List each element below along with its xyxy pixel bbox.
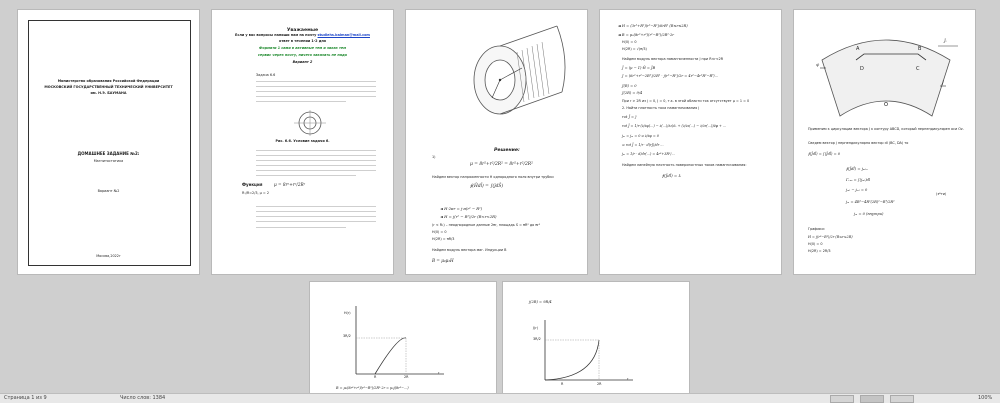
page-4	[600, 10, 781, 274]
p4-h2r: H(2R) = √(π/3)	[622, 47, 647, 51]
p5-formula-7: H = j(r²−R²)/2r (R≤r≤2R)	[808, 235, 853, 239]
find-b: Найдем модуль вектора маг. Индукции B	[432, 248, 507, 252]
label-c: C	[916, 66, 920, 72]
function-formula: μ = 8r²+r²/2R²	[274, 182, 306, 187]
h-ylabel: H(r)	[344, 311, 351, 315]
outside-text: При r > 2R из j = 0, J = 0, т.к. в этой области ток отсутствует μ = 1 = 0	[622, 99, 750, 103]
h-xlabel: r	[438, 371, 440, 375]
p5-formula-3: Γᵥₒₓ = ∫(jₘₗ)dl	[846, 178, 871, 182]
h-formula-bottom: B = μ₀(8r²+r²)(r²−R²)/2R²·2r = μ₀j(8r²−...)	[336, 386, 409, 390]
homework-title: ДОМАШНЕЕ ЗАДАНИЕ №2:	[77, 151, 140, 156]
page-7	[503, 282, 689, 393]
contour-figure	[812, 24, 960, 122]
p5-formula-2: ∮(J̄dl̄) = jₘₗₐ	[846, 166, 868, 171]
circulation-formula: ∮(H̄dl̄) = ∫(j̄dS̄)	[470, 184, 504, 189]
p5-text1: Применим к циркуляции вектора J к контуру ABCD, который перпендикулярен оси Oz.	[808, 127, 964, 131]
variant-heading: Вариант 2	[292, 60, 313, 64]
p4-formula-9: jₘ = jₘ = 0 и ∂/∂φ = 0	[622, 134, 659, 138]
page-2	[212, 10, 393, 274]
p4-formula-1: ◄ H = (3r²+R²)(r²−R²)/6rR² (R≤r≤2R)	[618, 24, 688, 28]
label-rd: (r < R₁) – неоднородные данные 2πr, площадь S = πR² до πr²	[432, 223, 541, 227]
task-number: Задача 6.6	[256, 73, 276, 77]
find-den: 2. Найти плотность тока намагничивания j	[622, 106, 700, 110]
warning-line1: Если у вас вопросы напиши нам на почту studiehs.baiman@mail.com	[235, 33, 370, 37]
p4-formula-8: rot J̄ = 1/r·(∂/∂φ(...) − ∂(...)/∂z)ēᵣ + (∂/∂z(...) − ∂/∂r(...))ēφ + ...	[622, 124, 727, 128]
named-text: им. Н.Э. БАУМАНА	[90, 91, 127, 95]
p5-formula-5: jₘ = 4R²−4R²(2R)²−R⁴/2R²	[846, 200, 895, 204]
mu-formula: μ = 8r²+r²/2R² = 8r²+r²/2R²	[470, 162, 533, 167]
find-abs: Найдем модуль вектора намагниченности J при R<r<2R	[622, 57, 724, 61]
page-3	[406, 10, 587, 274]
h-formula-1: ◄ H·2πr = j·π(r² − R²)	[440, 206, 483, 211]
r-value: R₁/R=2/3, μ = 2	[242, 191, 269, 195]
p5-formula-4: jₘₗ − jₘₗ = 0	[846, 188, 868, 192]
solution-heading: Решение:	[494, 148, 520, 153]
label-a: A	[856, 46, 860, 52]
page-1-frame	[28, 20, 191, 266]
h-2r: H(2R) = πR/3	[432, 237, 455, 241]
ministry-text: Министерство образования Российской Федерации	[57, 79, 160, 83]
svg-text:J̄: J̄	[942, 80, 944, 85]
variant-text: Вариант №2	[97, 189, 120, 193]
h-tick-y: 3R/2	[343, 334, 351, 338]
item-one: 1)	[432, 155, 436, 159]
p4-formula-11: jₘ = 1/r · d/dr(...) = 4r²+3R²/...	[622, 152, 675, 156]
status-page-count: Страница 1 из 9	[4, 395, 47, 401]
find-h-line: Найдем вектор напряженности H однородного поля внутри трубки	[432, 175, 554, 179]
p5-formula-1: ∮(J̄dl̄) = ∫(J̄dl̄) = 0	[808, 152, 841, 156]
function-label: Функция	[242, 182, 263, 187]
j-tick-y: 3R/2	[533, 337, 541, 341]
graphs-label: Графики:	[808, 227, 825, 231]
city-year: Москва,2022г	[96, 254, 121, 258]
status-word-count: Число слов: 1384	[120, 395, 166, 401]
warning-title: Уважаемые	[286, 28, 319, 33]
green-line2: сервис через почту, ничего заказать не надо	[257, 53, 348, 57]
p4-formula-6: J(2R) = 9/4	[622, 91, 643, 95]
university-text: МОСКОВСКИЙ ГОСУДАРСТВЕННЫЙ ТЕХНИЧЕСКИЙ УНИВЕРСИТЕТ	[44, 85, 173, 89]
p5-h0: H(0) = 0	[808, 242, 823, 246]
p4-h0: H(0) = 0	[622, 40, 637, 44]
h-tick-2r: 2R	[404, 375, 409, 379]
p4-formula-7: rot J̄ = j̄	[622, 115, 637, 119]
zoom-level[interactable]: 100%	[978, 395, 993, 401]
find-lin: Найдем линейную плотность поверхностных токов намагничивания:	[622, 163, 747, 167]
page-1	[18, 10, 199, 274]
j-ylabel: J(r)	[533, 326, 539, 330]
b-expr: B = μ₀μ₂H	[432, 258, 454, 263]
label-b: B	[918, 46, 922, 52]
figure-caption: Рис. 6.6. Условие задачи 6.	[275, 139, 330, 143]
green-line1: Формати 1 сами в активные тем и заказ тем	[259, 46, 346, 50]
j-formula-top: j(2R) = 9R/4	[529, 300, 552, 304]
page-5	[794, 10, 975, 274]
label-d: D	[860, 66, 864, 72]
email-link[interactable]: studiehs.baiman@mail.com	[317, 33, 370, 37]
cylinder-figure	[462, 22, 572, 122]
svg-text:ψ̄: ψ̄	[816, 62, 820, 67]
subject-text: Магнитостатика	[93, 159, 124, 163]
page-6	[310, 282, 496, 393]
p5-formula-6: jₘ = 0 (внутри)	[854, 212, 884, 216]
p4-formula-4: J = (6r²+r²−2R²)/2R² · j(r²−R²)/2r = 4r²−4r²R²−R⁴/...	[622, 74, 719, 78]
p5-text2: Сведем вектор j перпендикулярно вектор dl (BC, DA) то	[808, 141, 909, 145]
p4-formula-5: J(R) = 0	[622, 84, 637, 88]
task-figure	[292, 108, 328, 138]
h-formula-2: ◄ H = j(r² − R²)/2r (R<r<2R)	[440, 214, 497, 219]
p4-formula-12: ∮(J̄dl̄) = Iᵢ	[662, 173, 681, 178]
h-zero: H(0) = 0	[432, 230, 447, 234]
p4-formula-10: ⇒ rot J̄ = 1/r · d(rJ)/dr ...	[622, 143, 664, 147]
p4-formula-2: ◄ B = μ₀(8r²+r²)(r²−R²)/2R²·2r	[618, 33, 674, 37]
h-tick-r: R	[374, 375, 377, 379]
warning-line2: ответ в течении 1-2 дня	[279, 39, 326, 43]
eq-ref: (з*ти)	[936, 192, 947, 196]
j-xlabel: r	[627, 377, 629, 381]
p4-formula-3: J̄ = (μ − 1)·H̄ = J̄B	[622, 66, 656, 70]
p5-h2r: H(2R) = 2R/3	[808, 249, 831, 253]
h-graph	[348, 304, 446, 378]
svg-text:J̄ᵢ: J̄ᵢ	[944, 38, 947, 43]
j-graph	[537, 320, 635, 386]
j-tick-r: R	[561, 382, 564, 386]
j-tick-2r: 2R	[597, 382, 602, 386]
